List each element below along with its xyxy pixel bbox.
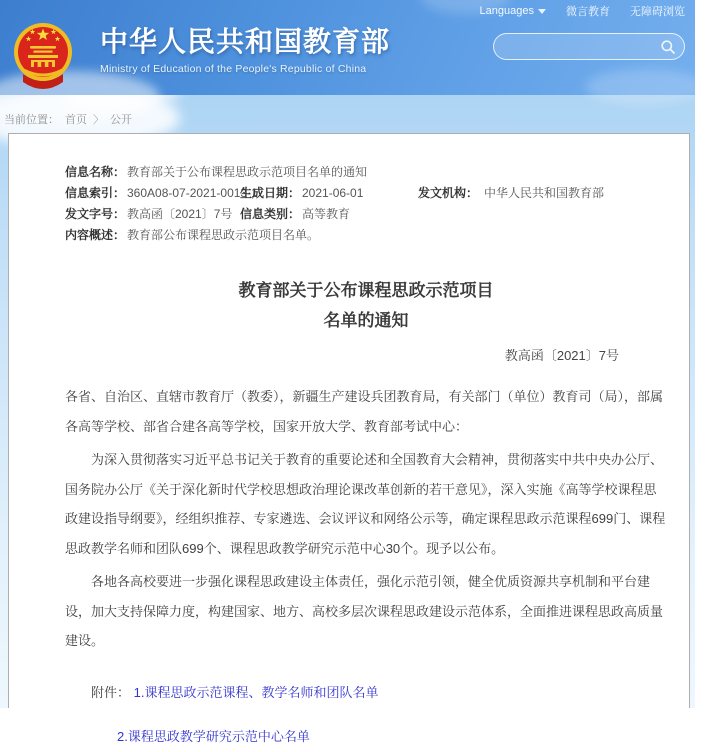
info-date-label: 生成日期： (240, 186, 301, 200)
attachment-2-link[interactable]: 2.课程思政教学研究示范中心名单 (117, 729, 310, 744)
header-top-links (480, 3, 685, 19)
info-index-label: 信息索引： (65, 186, 126, 200)
site-brand (10, 22, 390, 94)
chevron-down-icon (538, 9, 546, 14)
document-number: 教高函〔2021〕7号 (504, 348, 619, 363)
search-input[interactable] (508, 40, 660, 54)
brand-text (100, 26, 390, 75)
site-header (0, 0, 695, 95)
attachment-1-link[interactable]: 1.课程思政示范课程、教学名师和团队名单 (133, 684, 379, 700)
document-paragraph-2: 各地各高校要进一步强化课程思政建设主体责任，强化示范引领，健全优质资源共享机制和平台建设，加大支持保障力度，构建国家、地方、高校多层次课程思政建设示范体系，全面推进课程思政高质量建设。 (65, 574, 664, 648)
breadcrumb-separator: 〉 (93, 114, 104, 126)
breadcrumb-home-link[interactable]: 首页 (65, 114, 87, 126)
info-docno-value: 教高函〔2021〕7号 (127, 207, 233, 221)
info-row-name (65, 162, 667, 183)
accessibility-link[interactable]: 无障碍浏览 (630, 6, 685, 18)
languages-label: Languages (479, 5, 534, 17)
languages-link[interactable] (480, 5, 546, 17)
info-row-summary (65, 225, 667, 246)
info-summary-value: 教育部公布课程思政示范项目名单。 (127, 228, 320, 242)
site-title: 中华人民共和国教育部 (100, 26, 391, 57)
info-agency-value: 中华人民共和国教育部 (484, 186, 605, 200)
site-subtitle: Ministry of Education of the People's Republic of China (100, 63, 367, 75)
info-row-index (65, 183, 667, 204)
document-title (65, 276, 667, 336)
document-info-table (65, 162, 667, 246)
info-docno-label: 发文字号： (65, 207, 126, 221)
document-title-line2: 名单的通知 (323, 311, 409, 330)
search-icon[interactable] (660, 39, 676, 55)
info-category-value: 高等教育 (302, 207, 351, 221)
info-name-label: 信息名称： (65, 165, 126, 179)
content-panel (8, 133, 690, 744)
breadcrumb-label: 当前位置： (4, 114, 59, 126)
document-salutation: 各省、自治区、直辖市教育厅（教委），新疆生产建设兵团教育局，有关部门（单位）教育司（局），部属各高等学校、部省合建各高等学校，国家开放大学、教育部考试中心： (65, 389, 664, 434)
search-box (493, 33, 685, 60)
info-index-value: 360A08-07-2021-0013-1 (127, 186, 258, 200)
info-category-label: 信息类别： (240, 207, 301, 221)
breadcrumb (4, 111, 132, 127)
breadcrumb-current-link[interactable]: 公开 (110, 114, 132, 126)
info-agency-label: 发文机构： (418, 186, 479, 200)
attachments-line-2 (117, 722, 667, 752)
cloud-decoration (585, 69, 705, 105)
document-title-line1: 教育部关于公布课程思政示范项目 (238, 281, 494, 300)
weiyan-education-link[interactable]: 微言教育 (566, 6, 610, 18)
info-name-value: 教育部关于公布课程思政示范项目名单的通知 (127, 165, 368, 179)
info-row-docno (65, 204, 667, 225)
attachments-label: 附件： (91, 684, 131, 700)
document-paragraph-1: 为深入贯彻落实习近平总书记关于教育的重要论述和全国教育大会精神，贯彻落实中共中央办公厅、国务院办公厅《关于深化新时代学校思想政治理论课改革创新的若干意见》，深入实施《高等学校课程思政建设指导纲要》，经组织推荐、专家遴选、会议评议和网络公示等，确定课程思政示范课程699门、课程思政教学名师和团队699个、课程思政教学研究示范中心30个。现予以公布。 (65, 452, 666, 556)
info-summary-label: 内容概述： (65, 228, 126, 242)
info-date-value: 2021-06-01 (302, 186, 364, 200)
national-emblem-icon (10, 22, 76, 94)
attachments-line-1 (91, 678, 667, 708)
